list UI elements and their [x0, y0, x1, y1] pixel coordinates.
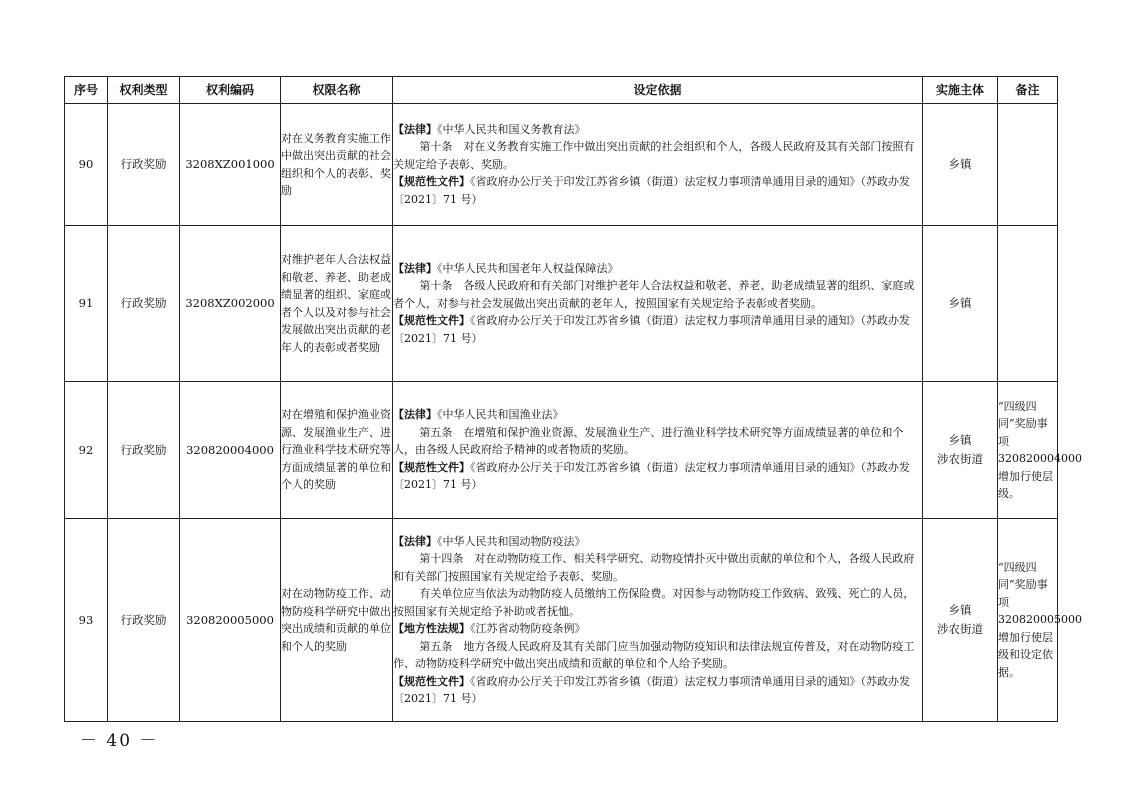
row-type: 行政奖励: [108, 104, 180, 226]
power-list-table: [64, 76, 1082, 722]
row-type: 行政奖励: [108, 519, 180, 722]
header-type: 权利类型: [108, 77, 180, 104]
header-remark: 备注: [998, 77, 1058, 104]
basis-line: 【规范性文件】《省政府办公厅关于印发江苏省乡镇（街道）法定权力事项清单通用目录的通知》（苏政办发〔2021〕71 号）: [393, 674, 910, 705]
basis-line: 【法律】《中华人民共和国动物防疫法》: [393, 534, 586, 548]
table-row: [65, 382, 1058, 519]
row-remark: “四级四同”奖励事项320820004000增加行使层级。: [998, 382, 1058, 519]
row-no: 90: [65, 104, 108, 226]
row-subject: 乡镇 涉农街道: [923, 519, 998, 722]
row-power-name: 对维护老年人合法权益和敬老、养老、助老成绩显著的组织、家庭或者个人以及对参与社会发展做出突出贡献的老年人的表彰或者奖励: [281, 226, 393, 382]
basis-line: 有关单位应当依法为动物防疫人员缴纳工伤保险费。对因参与动物防疫工作致病、致残、死亡的人员，按照国家有关规定给予补助或者抚恤。: [393, 587, 915, 618]
basis-line: 【法律】《中华人民共和国老年人权益保障法》: [393, 261, 619, 275]
header-no: 序号: [65, 77, 108, 104]
row-code: 320820005000: [180, 519, 281, 722]
row-basis: [393, 519, 923, 722]
basis-line: 第十条 各级人民政府和有关部门对维护老年人合法权益和敬老、养老、助老成绩显著的组织、家庭或者个人，对参与社会发展做出突出贡献的老年人，按照国家有关规定给予表彰或者奖励。: [393, 279, 915, 310]
basis-line: 第十四条 对在动物防疫工作、相关科学研究、动物疫情扑灭中做出贡献的单位和个人，各级人民政府和有关部门按照国家有关规定给予表彰、奖励。: [393, 552, 915, 583]
basis-line: 【法律】《中华人民共和国义务教育法》: [393, 122, 586, 136]
header-subject: 实施主体: [923, 77, 998, 104]
basis-line: 【地方性法规】《江苏省动物防疫条例》: [393, 622, 586, 635]
row-power-name: 对在义务教育实施工作中做出突出贡献的社会组织和个人的表彰、奖励: [281, 104, 393, 226]
table-row: [65, 104, 1058, 226]
basis-line: 第十条 对在义务教育实施工作中做出突出贡献的社会组织和个人，各级人民政府及其有关部门按照有关规定给予表彰、奖励。: [393, 140, 915, 171]
row-basis: [393, 382, 923, 519]
row-subject: 乡镇: [923, 226, 998, 382]
row-no: 92: [65, 382, 108, 519]
row-type: 行政奖励: [108, 226, 180, 382]
row-code: 320820004000: [180, 382, 281, 519]
row-power-name: 对在动物防疫工作、动物防疫科学研究中做出突出成绩和贡献的单位和个人的奖励: [281, 519, 393, 722]
header-basis: 设定依据: [393, 77, 923, 104]
row-subject: 乡镇 涉农街道: [923, 382, 998, 519]
row-basis: [393, 226, 923, 382]
basis-line: 【法律】《中华人民共和国渔业法》: [393, 408, 564, 422]
basis-line: 【规范性文件】《省政府办公厅关于印发江苏省乡镇（街道）法定权力事项清单通用目录的通知》（苏政办发〔2021〕71 号）: [393, 460, 910, 492]
row-no: 93: [65, 519, 108, 722]
table-header-row: [65, 77, 1058, 104]
table-row: [65, 226, 1058, 382]
basis-line: 第五条 地方各级人民政府及其有关部门应当加强动物防疫知识和法律法规宣传普及，对在动物防疫工作、动物防疫科学研究中做出突出成绩和贡献的单位和个人给予奖励。: [393, 639, 915, 670]
row-basis: [393, 104, 923, 226]
row-code: 3208XZ002000: [180, 226, 281, 382]
row-type: 行政奖励: [108, 382, 180, 519]
row-remark: [998, 104, 1058, 226]
basis-line: 第五条 在增殖和保护渔业资源、发展渔业生产、进行渔业科学技术研究等方面成绩显著的单位和个人，由各级人民政府给予精神的或者物质的奖励。: [393, 425, 904, 457]
header-code: 权利编码: [180, 77, 281, 104]
row-subject: 乡镇: [923, 104, 998, 226]
page-number: － 40 －: [80, 731, 159, 751]
table-row: [65, 519, 1058, 722]
header-name: 权限名称: [281, 77, 393, 104]
row-power-name: 对在增殖和保护渔业资源、发展渔业生产、进行渔业科学技术研究等方面成绩显著的单位和个人的奖励: [281, 382, 393, 519]
basis-line: 【规范性文件】《省政府办公厅关于印发江苏省乡镇（街道）法定权力事项清单通用目录的通知》（苏政办发〔2021〕71 号）: [393, 175, 910, 206]
row-remark: [998, 226, 1058, 382]
basis-line: 【规范性文件】《省政府办公厅关于印发江苏省乡镇（街道）法定权力事项清单通用目录的通知》（苏政办发〔2021〕71 号）: [393, 314, 910, 345]
row-no: 91: [65, 226, 108, 382]
row-remark: “四级四同”奖励事项320820005000增加行使层级和设定依据。: [998, 519, 1058, 722]
row-code: 3208XZ001000: [180, 104, 281, 226]
